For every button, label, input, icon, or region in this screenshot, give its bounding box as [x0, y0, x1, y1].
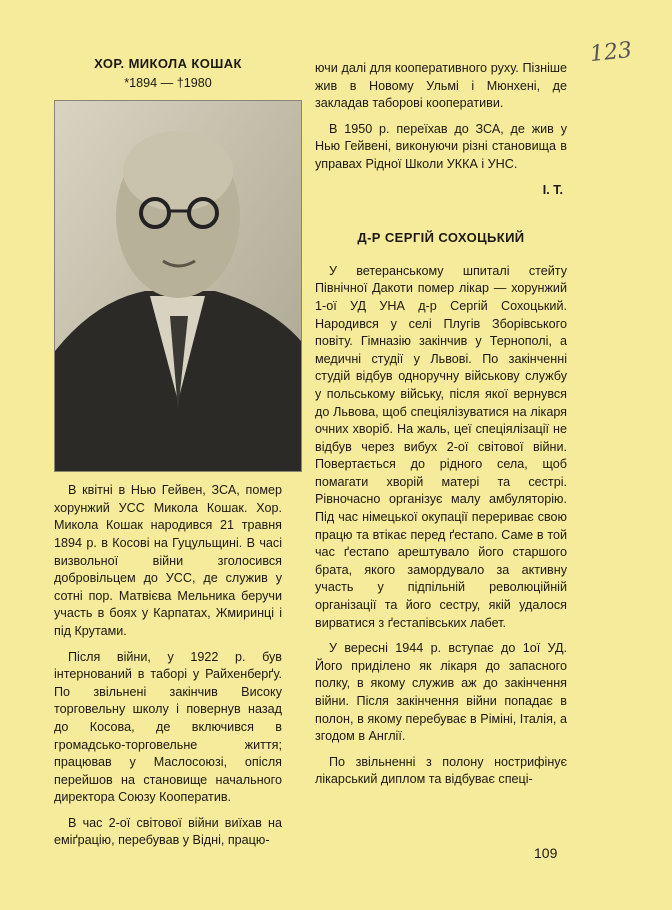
koshak-paragraph-3: В час 2-ої світової війни виїхав на еміґрацію, перебував у Відні, працю- — [54, 815, 282, 848]
article-title-sokhotskyi: Д-Р СЕРГІЙ СОХОЦЬКИЙ — [357, 230, 525, 246]
sokhotskyi-paragraph-3: По звільненні з полону нострифінує лікарський диплом та відбуває спеці- — [315, 754, 567, 787]
article-title-koshak: ХОР. МИКОЛА КОШАК — [94, 56, 242, 71]
koshak-continuation: ючи далі для кооперативного руху. Пізніше жив в Новому Ульмі і Мюнхені, де закладав таборові кооперативи. — [315, 61, 567, 111]
life-dates: *1894 — †1980 — [124, 75, 212, 90]
right-column — [315, 60, 567, 797]
sokhotskyi-paragraph-2: У вересні 1944 р. вступає до 1ої УД. Його приділено як лікаря до запасного полку, в якому служив аж до закінчення війни. Після закінчення війни попадає в полон, в якому перебуває в Ріміні, Італія, а згодом в Англії. — [315, 641, 567, 744]
handwritten-page-number: 123 — [588, 37, 634, 68]
left-column — [54, 55, 282, 858]
page-number: 109 — [534, 845, 558, 861]
koshak-paragraph-4: В 1950 р. переїхав до ЗСА, де жив у Нью Гейвені, виконуючи різні становища в управах Рідної Школи УККА і УНС. — [315, 121, 567, 171]
portrait-photo — [54, 100, 302, 472]
portrait-image — [55, 101, 301, 471]
koshak-paragraph-2: Після війни, у 1922 р. був інтернований в таборі у Райхенберґу. По звільнені закінчив Високу торговельну школу і повернув назад до Косова, де включився в громадсько-торговельне життя; працював у Маслосоюзі, опісля перейшов на становище начального директора Союзу Кооператив. — [54, 649, 282, 805]
koshak-paragraph-1: В квітні в Нью Гейвен, ЗСА, помер хорунжий УСС Микола Кошак. Хор. Микола Кошак народився 21 травня 1894 р. в Косові на Гуцульщині. В часі визвольної війни зголосився добровільцем до УСС, де служив у сотні пор. Матвієва Мельника беручи участь в боях у Карпатах, Жмиринці і під Крутами. — [54, 483, 282, 638]
author-signature: І. Т. — [542, 182, 563, 197]
sokhotskyi-paragraph-1: У ветеранському шпиталі стейту Північної Дакоти помер лікар — хорунжий 1-ої УД УНА д-р Сергій Сохоцький. Народився у селі Плугів Зборівського повіту. Гімназію закінчив у Тернополі, а медичні студії у Львові. По закінченні студій відбув одноручну військову службу у польському війську, після якої вернувся до Львова, щоб спеціялізуватися на лікаря очних хворіб. На жаль, цеї спеціялізації не відбув через вибух 2-ої світової війни. Повертається до рідного села, щоб помагати хворій матері та сестрі. Рівночасно організує малу амбуляторію. Під час німецької окупації перериває свою працю та втікає перед ґестапо. Саме в той час ґестапо арештувало його старшого брата, якого замордувало за активну участь у підпільній революційній організації та його сестру, якій удалося вирватися з ґестапівських лабет. — [315, 263, 567, 630]
